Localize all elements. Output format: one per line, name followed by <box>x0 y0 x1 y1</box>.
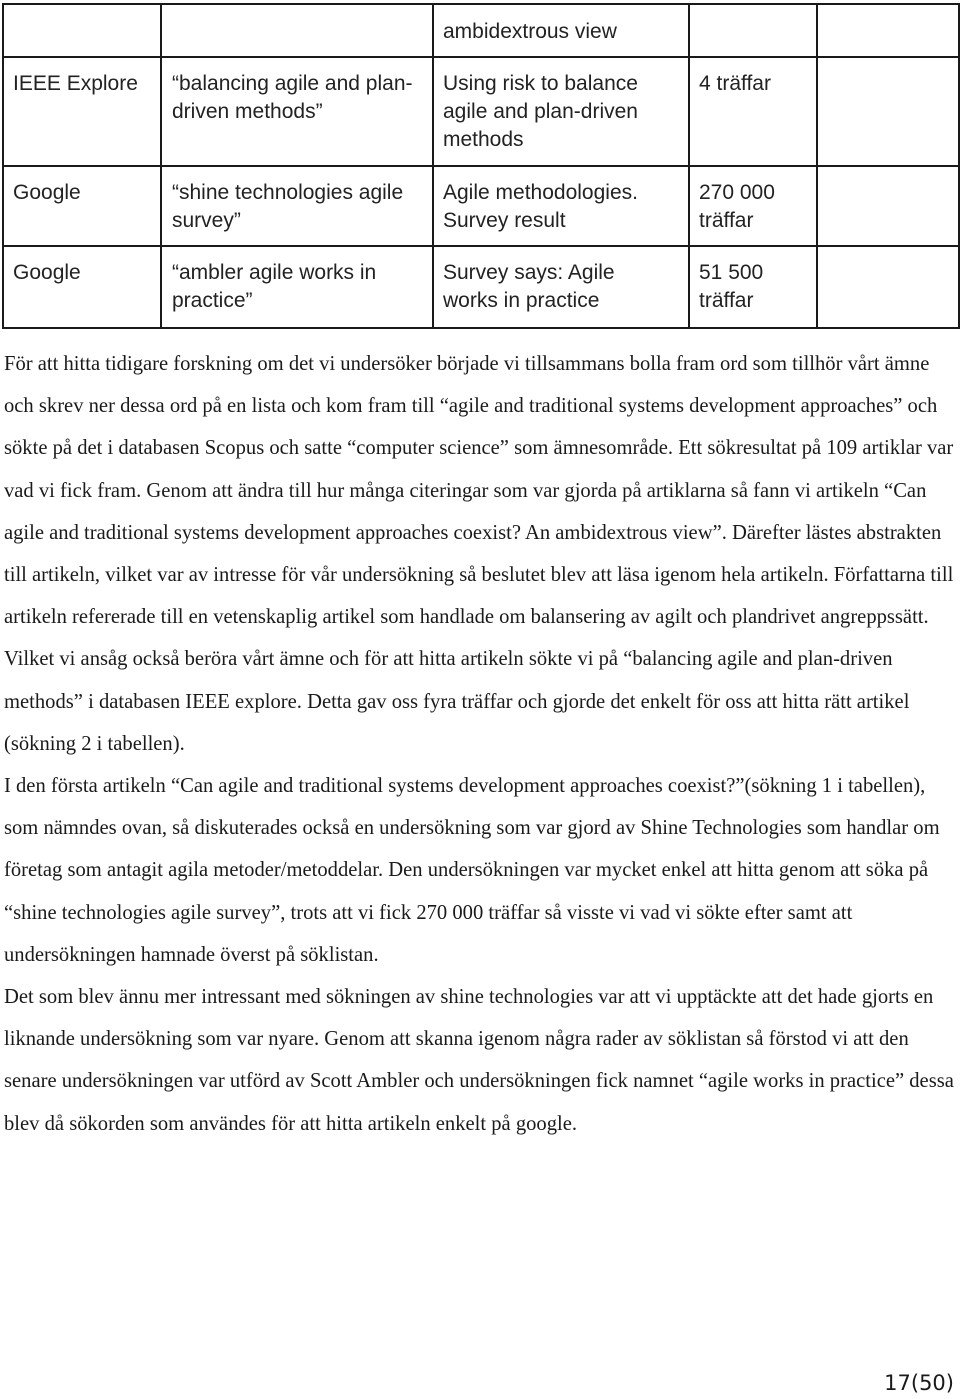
table-cell-hits: 4 träffar <box>689 57 817 166</box>
table-cell-extra <box>817 246 959 328</box>
table-cell-title: Using risk to balance agile and plan-driven methods <box>433 57 689 166</box>
table-cell-title: Agile methodologies. Survey result <box>433 166 689 246</box>
table-cell-database: Google <box>3 246 161 328</box>
table-cell-database: IEEE Explore <box>3 57 161 166</box>
table-row <box>3 57 959 166</box>
table-cell-extra <box>817 4 959 57</box>
table-cell-title: ambidextrous view <box>433 4 689 57</box>
table-cell-hits: 270 000 träffar <box>689 166 817 246</box>
table-cell-query: “ambler agile works in practice” <box>161 246 433 328</box>
page-number: 17(50) <box>884 1371 954 1395</box>
table-cell-query: “balancing agile and plan-driven methods” <box>161 57 433 166</box>
table-cell-hits: 51 500 träffar <box>689 246 817 328</box>
table-cell-database: Google <box>3 166 161 246</box>
body-text <box>4 343 960 1145</box>
paragraph: Det som blev ännu mer intressant med sökningen av shine technologies var att vi upptäckte att det hade gjorts en liknande undersökning som var nyare. Genom att skanna igenom några rader av söklistan så förstod vi att den senare undersökningen var utförd av Scott Ambler och undersökningen fick namnet “agile works in practice” dessa blev då sökorden som användes för att hitta artikeln enkelt på google. <box>4 986 954 1135</box>
paragraph: För att hitta tidigare forskning om det vi undersöker började vi tillsammans bolla fram ord som tillhör vårt ämne och skrev ner dessa ord på en lista och kom fram till “agile and traditional systems development approaches” och sökte på det i databasen Scopus och satte “computer science” som ämnesområde. Ett sökresultat på 109 artiklar var vad vi fick fram. Genom att ändra till hur många citeringar som var gjorda på artiklarna så fann vi artikeln “Can agile and traditional systems development approaches coexist? An ambidextrous view”. Därefter lästes abstrakten till artikeln, vilket var av intresse för vår undersökning så beslutet blev att läsa igenom hela artikeln. Författarna till artikeln refererade till en vetenskaplig artikel som handlade om balansering av agilt och plandrivet angreppssätt. Vilket vi ansåg också beröra vårt ämne och för att hitta artikeln sökte vi på “balancing agile and plan-driven methods” i databasen IEEE explore. Detta gav oss fyra träffar och gjorde det enkelt för oss att hitta rätt artikel (sökning 2 i tabellen). <box>4 353 954 755</box>
table-cell-title: Survey says: Agile works in practice <box>433 246 689 328</box>
search-results-table <box>2 3 960 329</box>
paragraph: I den första artikeln “Can agile and traditional systems development approaches coexist?”(sökning 1 i tabellen), som nämndes ovan, så diskuterades också en undersökning som var gjord av Shine Technologies som handlar om företag som antagit agila metoder/metoddelar. Den undersökningen var mycket enkel att hitta genom att söka på “shine technologies agile survey”, trots att vi fick 270 000 träffar så visste vi vad vi sökte efter samt att undersökningen hamnade överst på söklistan. <box>4 775 940 966</box>
table-cell-query: “shine technologies agile survey” <box>161 166 433 246</box>
table-cell-hits <box>689 4 817 57</box>
table-row <box>3 246 959 328</box>
table-row <box>3 166 959 246</box>
table-cell-extra <box>817 166 959 246</box>
table-cell-query <box>161 4 433 57</box>
table-row <box>3 4 959 57</box>
table-cell-extra <box>817 57 959 166</box>
table-cell-database <box>3 4 161 57</box>
